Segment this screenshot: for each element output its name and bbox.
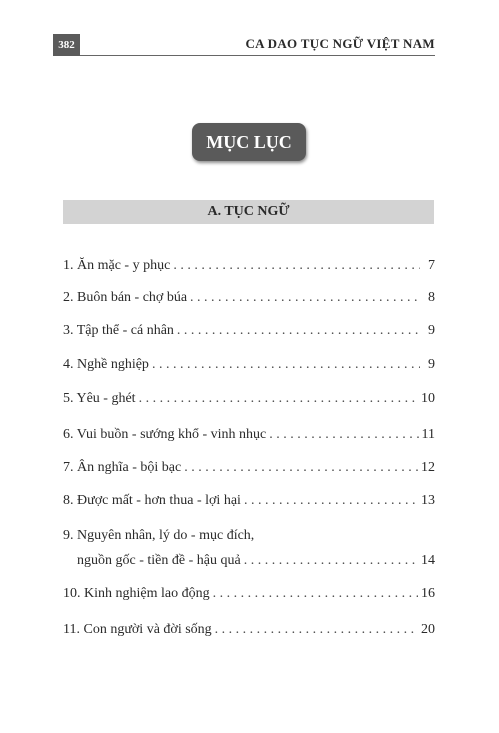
toc-entry-label: 9. Nguyên nhân, lý do - mục đích, <box>63 528 255 543</box>
toc-entry-label: 2. Buôn bán - chợ búa <box>63 290 188 305</box>
dot-leader <box>152 355 420 375</box>
dot-leader <box>190 288 420 308</box>
toc-entry-label: 3. Tập thể - cá nhân <box>63 323 174 338</box>
book-title: CA DAO TỤC NGỮ VIỆT NAM <box>245 36 435 51</box>
dot-leader <box>177 321 420 341</box>
toc-entry-label: 11. Con người và đời sống <box>63 622 212 637</box>
toc-title: MỤC LỤC <box>192 123 306 161</box>
toc-entry-label: 1. Ăn mặc - y phục <box>63 258 171 273</box>
toc-entry-page: 7 <box>428 258 435 273</box>
toc-entry-label: 4. Nghề nghiệp <box>63 357 149 372</box>
toc-entry-page: 11 <box>421 427 435 442</box>
toc-entry[interactable] <box>63 458 435 478</box>
toc-entry-label: 5. Yêu - ghét <box>63 391 136 406</box>
dot-leader <box>244 551 418 571</box>
toc-entry[interactable] <box>63 620 435 640</box>
toc-entry[interactable] <box>63 425 435 445</box>
toc-entry-page: 9 <box>428 357 435 372</box>
toc-entry[interactable] <box>63 491 435 511</box>
dot-leader <box>215 620 418 640</box>
toc-entry-page: 20 <box>421 622 435 637</box>
page-number: 382 <box>53 34 80 56</box>
dot-leader <box>139 389 418 409</box>
toc-entry-label: 8. Được mất - hơn thua - lợi hại <box>63 493 241 508</box>
section-heading: A. TỤC NGỮ <box>63 200 434 224</box>
toc-entry[interactable] <box>63 355 435 375</box>
toc-entry-page: 14 <box>421 553 435 568</box>
dot-leader <box>213 584 418 604</box>
dot-leader <box>244 491 418 511</box>
toc-entry-label: 10. Kinh nghiệm lao động <box>63 586 210 601</box>
toc-entry-label: 7. Ân nghĩa - bội bạc <box>63 460 182 475</box>
toc-entry-page: 9 <box>428 323 435 338</box>
toc-entry[interactable] <box>63 526 435 571</box>
toc-entry[interactable] <box>63 321 435 341</box>
dot-leader <box>184 458 418 478</box>
toc-entry-page: 13 <box>421 493 435 508</box>
dot-leader <box>269 425 418 445</box>
running-header <box>53 34 435 56</box>
toc-entry-page: 10 <box>421 391 435 406</box>
toc-entry[interactable] <box>63 288 435 308</box>
toc-entry-page: 16 <box>421 586 435 601</box>
toc-entry[interactable] <box>63 389 435 409</box>
toc-entry-page: 12 <box>421 460 435 475</box>
toc-entry-label-continued: nguồn gốc - tiền đề - hậu quả <box>77 553 241 568</box>
header-rule <box>80 55 435 56</box>
toc-entry-label: 6. Vui buồn - sướng khổ - vinh nhục <box>63 427 267 442</box>
dot-leader <box>173 256 420 276</box>
toc-entry[interactable] <box>63 256 435 276</box>
toc-entry[interactable] <box>63 584 435 604</box>
toc-entry-page: 8 <box>428 290 435 305</box>
